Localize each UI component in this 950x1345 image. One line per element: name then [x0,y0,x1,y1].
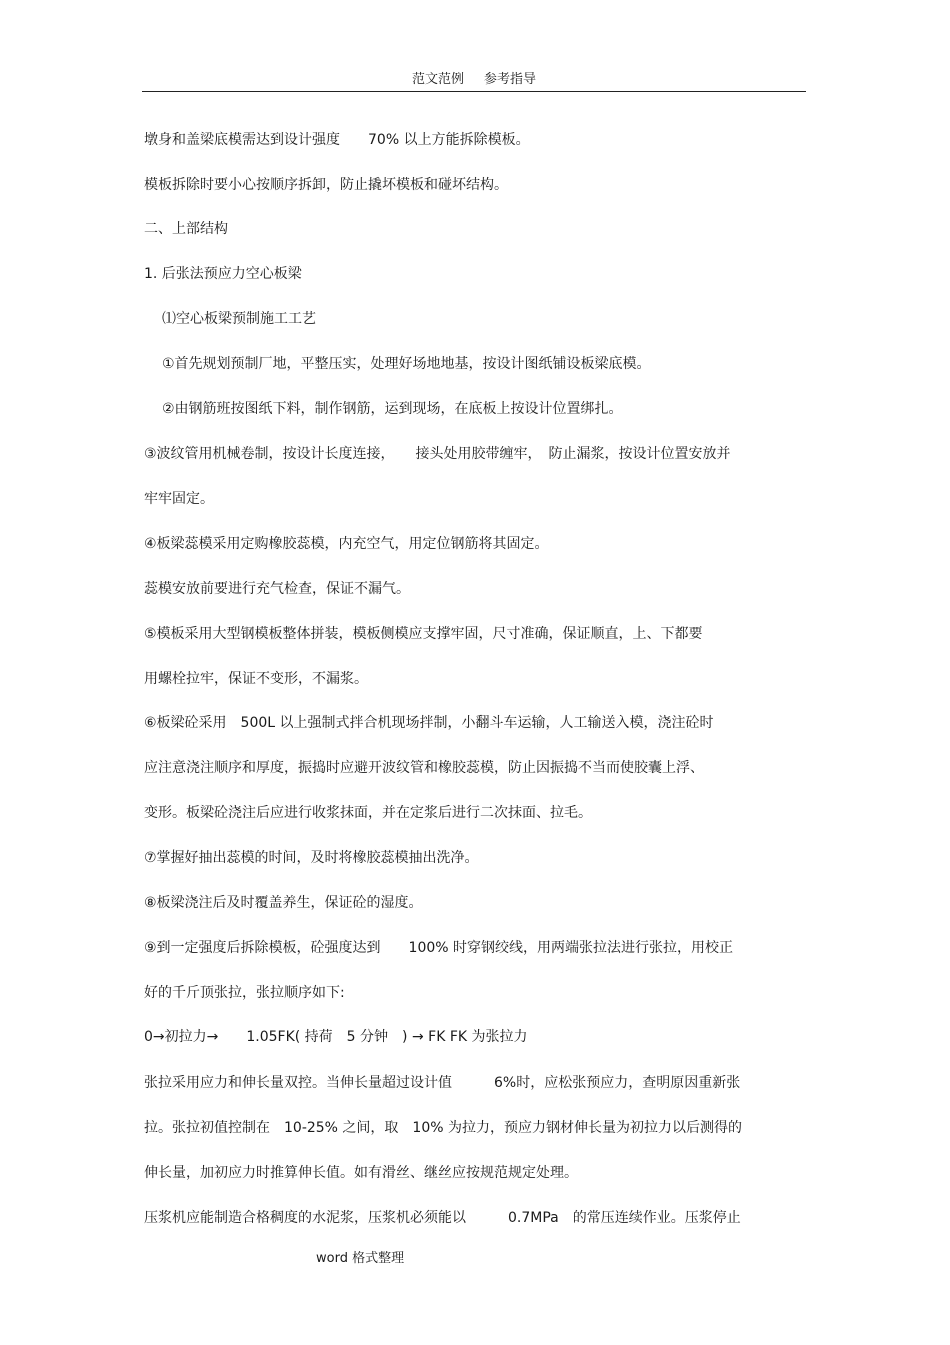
text-line: ⑧板梁浇注后及时覆盖养生，保证砼的湿度。 [144,895,423,911]
formula-line: 0→初拉力→ 1.05FK( 持荷 5 分钟 ) → FK FK 为张拉力 [144,1029,528,1045]
text-line: 变形。板梁砼浇注后应进行收浆抹面，并在定浆后进行二次抹面、拉毛。 [144,805,592,821]
text-line: ⑨到一定强度后拆除模板，砼强度达到 100% 时穿钢绞线，用两端张拉法进行张拉，用校正 [144,940,734,956]
text-line: ⑥板梁砼采用 500L 以上强制式拌合机现场拌制，小翻斗车运输，人工输送入模，浇注砼时 [144,715,714,731]
text-line: ④板梁蕊模采用定购橡胶蕊模，内充空气，用定位钢筋将其固定。 [144,536,549,552]
text-line: 好的千斤顶张拉，张拉顺序如下: [144,985,345,1001]
text-line: 张拉采用应力和伸长量双控。当伸长量超过设计值 6%时，应松张预应力，查明原因重新张 [144,1075,741,1091]
text-line: 用螺栓拉牢，保证不变形，不漏浆。 [144,671,368,687]
text-line: 牢牢固定。 [144,491,214,507]
subsection-heading: ⑴空心板梁预制施工工艺 [162,311,316,327]
text-line: ①首先规划预制厂地，平整压实，处理好场地地基，按设计图纸铺设板梁底模。 [162,356,651,372]
section-heading: 二、上部结构 [144,221,228,237]
subsection-heading: 1. 后张法预应力空心板梁 [144,266,302,282]
text-line: 墩身和盖梁底模需达到设计强度 70% 以上方能拆除模板。 [144,132,530,148]
text-line: 模板拆除时要小心按顺序拆卸，防止撬坏模板和碰坏结构。 [144,177,508,193]
header-right-text: 参考指导 [484,72,537,87]
text-line: ⑦掌握好抽出蕊模的时间，及时将橡胶蕊模抽出洗净。 [144,850,479,866]
page-header [142,70,806,92]
text-line: ⑤模板采用大型钢模板整体拼装，模板侧模应支撑牢固，尺寸准确，保证顺直，上、下都要 [144,626,703,642]
text-line: ③波纹管用机械卷制，按设计长度连接， 接头处用胶带缠牢， 防止漏浆，按设计位置安放并 [144,446,731,462]
text-line: 拉。张拉初值控制在 10-25% 之间，取 10% 为拉力，预应力钢材伸长量为初拉力以后测得的 [144,1120,742,1136]
text-line: 蕊模安放前要进行充气检查，保证不漏气。 [144,581,410,597]
page-footer: word 格式整理 [316,1251,405,1266]
text-line: 应注意浇注顺序和厚度，振捣时应避开波纹管和橡胶蕊模，防止因振捣不当而使胶囊上浮、 [144,760,704,776]
text-line: 伸长量，加初应力时推算伸长值。如有滑丝、继丝应按规范规定处理。 [144,1165,578,1181]
header-left-text: 范文范例 [411,72,464,87]
text-line: 压浆机应能制造合格稠度的水泥浆，压浆机必须能以 0.7MPa 的常压连续作业。压浆停止 [144,1210,741,1226]
text-line: ②由钢筋班按图纸下料，制作钢筋，运到现场，在底板上按设计位置绑扎。 [162,401,623,417]
